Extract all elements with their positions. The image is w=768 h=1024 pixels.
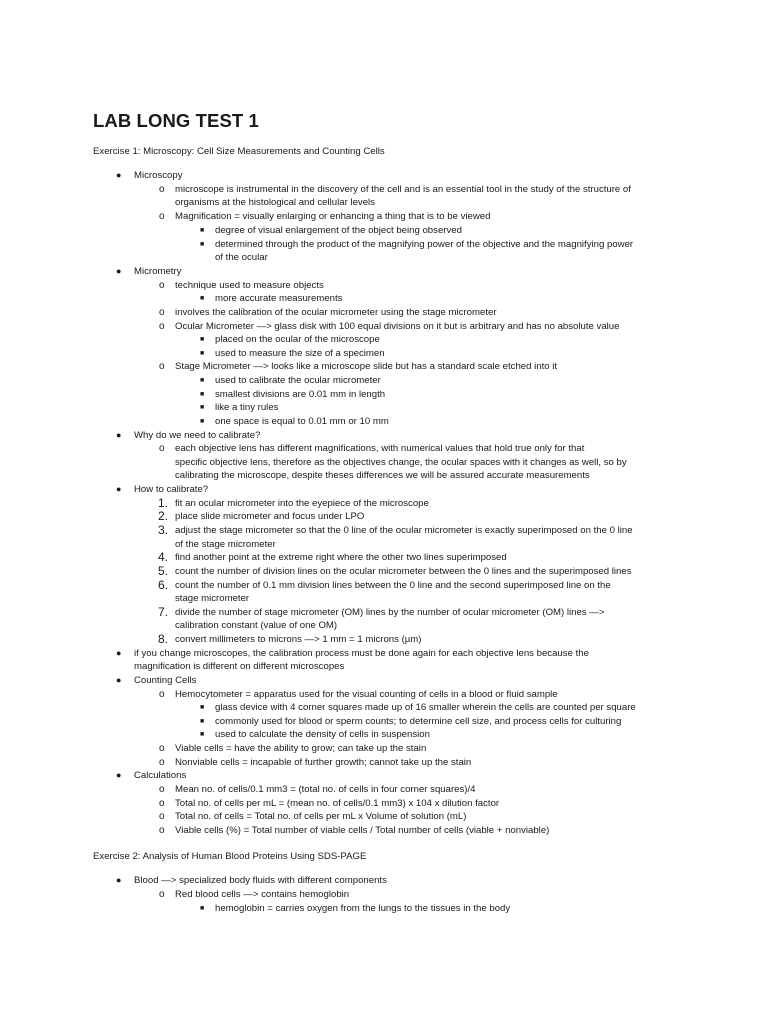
note-line: each objective lens has different magnifications, with numerical values that hold true only for that — [175, 443, 585, 454]
note-line: of the stage micrometer — [175, 539, 276, 550]
bullet-icon: o — [159, 184, 165, 195]
note-line: Total no. of cells per mL = (mean no. of cells/0.1 mm3) x 104 x dilution factor — [175, 798, 500, 809]
note-line: smallest divisions are 0.01 mm in length — [215, 389, 386, 400]
note-line: determined through the product of the magnifying power of the objective and the magnifying power — [215, 239, 634, 250]
note-line: Why do we need to calibrate? — [134, 430, 261, 441]
note-line: of the ocular — [215, 252, 268, 263]
bullet-icon: ■ — [200, 418, 205, 425]
bullet-icon: ● — [116, 266, 122, 276]
note-line: Stage Micrometer —> looks like a microscope slide but has a standard scale etched into it — [175, 361, 558, 372]
note-line: glass device with 4 corner squares made up of 16 smaller wherein the cells are counted per square — [215, 702, 636, 713]
note-line: fit an ocular micrometer into the eyepiece of the microscope — [175, 498, 429, 509]
list-number: 5. — [158, 564, 169, 578]
note-line: placed on the ocular of the microscope — [215, 334, 380, 345]
note-line: Magnification = visually enlarging or enhancing a thing that is to be viewed — [175, 211, 491, 222]
note-line: Red blood cells —> contains hemoglobin — [175, 889, 350, 900]
list-number: 7. — [158, 605, 169, 619]
note-line: convert millimeters to microns —> 1 mm = 1 microns (µm) — [175, 634, 422, 645]
bullet-icon: o — [159, 757, 165, 768]
note-line: hemoglobin = carries oxygen from the lungs to the tissues in the body — [215, 903, 511, 914]
note-line: Calculations — [134, 770, 187, 781]
bullet-icon: ■ — [200, 391, 205, 398]
note-line: degree of visual enlargement of the object being observed — [215, 225, 462, 236]
note-line: if you change microscopes, the calibration process must be done again for each objective lens because the — [134, 648, 589, 659]
list-number: 1. — [158, 496, 169, 510]
bullet-icon: ● — [116, 875, 122, 885]
bullet-icon: ● — [116, 770, 122, 780]
bullet-icon: o — [159, 825, 165, 836]
bullet-icon: ● — [116, 430, 122, 440]
bullet-icon: o — [159, 743, 165, 754]
bullet-icon: o — [159, 889, 165, 900]
bullet-icon: ● — [116, 484, 122, 494]
bullet-icon: ■ — [200, 241, 205, 248]
bullet-icon: o — [159, 280, 165, 291]
bullet-icon: o — [159, 811, 165, 822]
list-number: 8. — [158, 632, 169, 646]
note-line: stage micrometer — [175, 593, 250, 604]
note-line: commonly used for blood or sperm counts; to determine cell size, and process cells for culturing — [215, 716, 622, 727]
bullet-icon: ■ — [200, 704, 205, 711]
bullet-icon: o — [159, 689, 165, 700]
note-line: used to calibrate the ocular micrometer — [215, 375, 381, 386]
note-line: calibration constant (value of one OM) — [175, 620, 338, 631]
note-line: specific objective lens, therefore as the objectives change, the ocular spaces with it changes as well, so by — [175, 457, 627, 468]
bullet-icon: ● — [116, 648, 122, 658]
page-title: LAB LONG TEST 1 — [93, 110, 259, 131]
bullet-icon: o — [159, 211, 165, 222]
bullet-icon: o — [159, 798, 165, 809]
note-line: adjust the stage micrometer so that the 0 line of the ocular micrometer is exactly superimposed on the 0 line — [175, 525, 633, 536]
note-line: like a tiny rules — [215, 402, 279, 413]
list-number: 6. — [158, 578, 169, 592]
note-line: count the number of division lines on the ocular micrometer between the 0 lines and the superimposed lines — [175, 566, 632, 577]
list-number: 3. — [158, 523, 169, 537]
note-line: Hemocytometer = apparatus used for the visual counting of cells in a blood or fluid sample — [175, 689, 558, 700]
note-line: divide the number of stage micrometer (OM) lines by the number of ocular micrometer (OM) lines —> — [175, 607, 605, 618]
note-line: one space is equal to 0.01 mm or 10 mm — [215, 416, 389, 427]
note-line: organisms at the histological and cellular levels — [175, 197, 375, 208]
bullet-icon: ■ — [200, 718, 205, 725]
bullet-icon: ■ — [200, 377, 205, 384]
exercise-2-heading: Exercise 2: Analysis of Human Blood Proteins Using SDS-PAGE — [93, 851, 367, 862]
list-number: 2. — [158, 509, 169, 523]
note-line: place slide micrometer and focus under LPO — [175, 511, 365, 522]
note-line: Total no. of cells = Total no. of cells per mL x Volume of solution (mL) — [175, 811, 467, 822]
bullet-icon: o — [159, 321, 165, 332]
bullet-icon: ■ — [200, 336, 205, 343]
note-line: magnification is different on different microscopes — [134, 661, 345, 672]
note-line: used to measure the size of a specimen — [215, 348, 385, 359]
bullet-icon: ● — [116, 170, 122, 180]
bullet-icon: o — [159, 361, 165, 372]
bullet-icon: ■ — [200, 227, 205, 234]
note-line: Nonviable cells = incapable of further growth; cannot take up the stain — [175, 757, 472, 768]
note-line: find another point at the extreme right where the other two lines superimposed — [175, 552, 507, 563]
note-line: calibrating the microscope, despite theses differences we will be assured accurate measurements — [175, 470, 590, 481]
note-line: Microscopy — [134, 170, 183, 181]
bullet-icon: ● — [116, 675, 122, 685]
bullet-icon: ■ — [200, 905, 205, 912]
note-line: used to calculate the density of cells in suspension — [215, 729, 430, 740]
bullet-icon: o — [159, 784, 165, 795]
note-line: Mean no. of cells/0.1 mm3 = (total no. of cells in four corner squares)/4 — [175, 784, 476, 795]
bullet-icon: ■ — [200, 350, 205, 357]
note-line: Viable cells = have the ability to grow; can take up the stain — [175, 743, 427, 754]
bullet-icon: ■ — [200, 404, 205, 411]
note-line: more accurate measurements — [215, 293, 343, 304]
note-line: microscope is instrumental in the discovery of the cell and is an essential tool in the study of the structure of — [175, 184, 631, 195]
note-line: count the number of 0.1 mm division lines between the 0 line and the second superimposed line on the — [175, 580, 611, 591]
note-line: technique used to measure objects — [175, 280, 324, 291]
note-line: Ocular Micrometer —> glass disk with 100 equal divisions on it but is arbitrary and has no absolute value — [175, 321, 620, 332]
note-line: Blood —> specialized body fluids with different components — [134, 875, 387, 886]
note-line: Viable cells (%) = Total number of viable cells / Total number of cells (viable + nonviable) — [175, 825, 550, 836]
note-line: involves the calibration of the ocular micrometer using the stage micrometer — [175, 307, 497, 318]
bullet-icon: ■ — [200, 295, 205, 302]
bullet-icon: o — [159, 443, 165, 454]
exercise-1-heading: Exercise 1: Microscopy: Cell Size Measurements and Counting Cells — [93, 146, 385, 157]
note-line: Micrometry — [134, 266, 182, 277]
bullet-icon: ■ — [200, 731, 205, 738]
list-number: 4. — [158, 550, 169, 564]
note-line: Counting Cells — [134, 675, 197, 686]
note-line: How to calibrate? — [134, 484, 209, 495]
bullet-icon: o — [159, 307, 165, 318]
